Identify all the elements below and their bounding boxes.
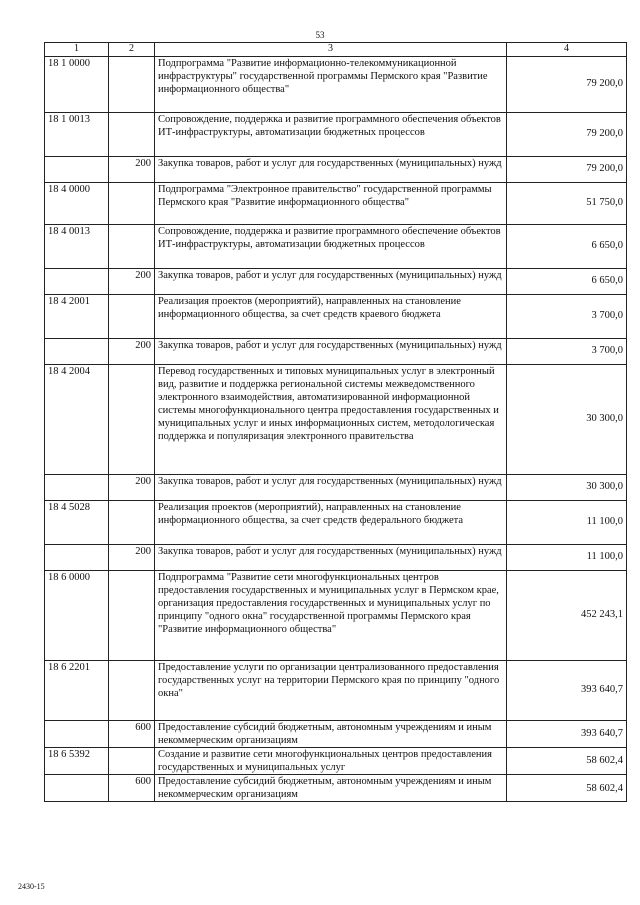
row-amount: 6 650,0 [507, 224, 627, 268]
row-code: 18 1 0000 [45, 56, 109, 112]
row-amount: 393 640,7 [507, 720, 627, 747]
row-name: Подпрограмма "Развитие сети многофункциональных центров предоставления государственных и муниципальных услуг в Пермском крае, организация предоставления государственных и муниципальных услуг по принципу "одного окна" государственной программы Пермского края "Развитие информационного общества" [155, 570, 507, 660]
row-code [45, 268, 109, 294]
row-name: Сопровождение, поддержка и развитие программного обеспечение объектов ИТ-инфраструктуры, автоматизации бюджетных процессов [155, 224, 507, 268]
row-amount: 6 650,0 [507, 268, 627, 294]
row-name: Перевод государственных и типовых муниципальных услуг в электронный вид, развитие и поддержка региональной системы межведомственного электронного взаимодействия, автоматизированной информационной системы многофункционального центра предоставления государственных и муниципальных услуг и иных информационных систем, методологическая поддержка и популяризация электронного правительства [155, 364, 507, 474]
row-amount: 58 602,4 [507, 747, 627, 774]
row-name: Реализация проектов (мероприятий), направленных на становление информационного общества, за счет средств краевого бюджета [155, 294, 507, 338]
table-row [45, 112, 627, 156]
row-code: 18 6 0000 [45, 570, 109, 660]
header-col-2: 2 [109, 43, 155, 57]
header-col-3: 3 [155, 43, 507, 57]
row-expense-type: 200 [109, 474, 155, 500]
row-name: Закупка товаров, работ и услуг для государственных (муниципальных) нужд [155, 338, 507, 364]
row-expense-type [109, 500, 155, 544]
budget-table [44, 42, 627, 802]
row-code: 18 6 2201 [45, 660, 109, 720]
row-name: Закупка товаров, работ и услуг для государственных (муниципальных) нужд [155, 474, 507, 500]
table-row [45, 544, 627, 570]
row-expense-type [109, 182, 155, 224]
row-amount: 3 700,0 [507, 294, 627, 338]
row-amount: 30 300,0 [507, 474, 627, 500]
row-expense-type [109, 660, 155, 720]
row-amount: 30 300,0 [507, 364, 627, 474]
row-name: Закупка товаров, работ и услуг для государственных (муниципальных) нужд [155, 544, 507, 570]
row-code: 18 6 5392 [45, 747, 109, 774]
table-row [45, 338, 627, 364]
row-amount: 79 200,0 [507, 56, 627, 112]
row-expense-type [109, 224, 155, 268]
page-number: 53 [315, 30, 325, 40]
table-row [45, 775, 627, 802]
row-expense-type [109, 570, 155, 660]
row-expense-type: 200 [109, 338, 155, 364]
table-row [45, 268, 627, 294]
row-name: Подпрограмма "Электронное правительство" государственной программы Пермского края "Развитие информационного общества" [155, 182, 507, 224]
header-col-1: 1 [45, 43, 109, 57]
row-amount: 79 200,0 [507, 156, 627, 182]
header-col-4: 4 [507, 43, 627, 57]
table-row [45, 224, 627, 268]
row-expense-type: 600 [109, 775, 155, 802]
row-name: Закупка товаров, работ и услуг для государственных (муниципальных) нужд [155, 156, 507, 182]
row-code [45, 156, 109, 182]
footer-doc-code: 2430-15 [18, 882, 45, 891]
row-code: 18 4 2001 [45, 294, 109, 338]
row-name: Создание и развитие сети многофункциональных центров предоставления государственных и муниципальных услуг [155, 747, 507, 774]
row-name: Сопровождение, поддержка и развитие программного обеспечения объектов ИТ-инфраструктуры, автоматизации бюджетных процессов [155, 112, 507, 156]
row-expense-type [109, 747, 155, 774]
row-amount: 452 243,1 [507, 570, 627, 660]
row-amount: 393 640,7 [507, 660, 627, 720]
row-expense-type: 600 [109, 720, 155, 747]
table-row [45, 156, 627, 182]
table-row [45, 660, 627, 720]
row-code: 18 4 2004 [45, 364, 109, 474]
row-name: Реализация проектов (мероприятий), направленных на становление информационного общества, за счет средств федерального бюджета [155, 500, 507, 544]
row-code: 18 4 0013 [45, 224, 109, 268]
table-row [45, 570, 627, 660]
row-name: Подпрограмма "Развитие информационно-телекоммуникационной инфраструктуры" государственной программы Пермского края "Развитие информационного общества" [155, 56, 507, 112]
table-row [45, 364, 627, 474]
row-expense-type [109, 294, 155, 338]
row-expense-type [109, 56, 155, 112]
row-expense-type: 200 [109, 156, 155, 182]
row-amount: 3 700,0 [507, 338, 627, 364]
row-code: 18 1 0013 [45, 112, 109, 156]
row-amount: 11 100,0 [507, 500, 627, 544]
table-row [45, 182, 627, 224]
row-code [45, 720, 109, 747]
row-expense-type: 200 [109, 544, 155, 570]
row-expense-type [109, 112, 155, 156]
table-row [45, 474, 627, 500]
row-code [45, 775, 109, 802]
row-code [45, 338, 109, 364]
row-expense-type [109, 364, 155, 474]
row-amount: 58 602,4 [507, 775, 627, 802]
table-row [45, 720, 627, 747]
row-name: Предоставление услуги по организации централизованного предоставления государственных услуг на территории Пермского края по принципу "одного окна" [155, 660, 507, 720]
header-row [45, 43, 627, 57]
table-row [45, 500, 627, 544]
row-code: 18 4 0000 [45, 182, 109, 224]
row-name: Закупка товаров, работ и услуг для государственных (муниципальных) нужд [155, 268, 507, 294]
table-row [45, 56, 627, 112]
row-name: Предоставление субсидий бюджетным, автономным учреждениям и иным некоммерческим организациям [155, 720, 507, 747]
row-code [45, 544, 109, 570]
row-code [45, 474, 109, 500]
row-amount: 51 750,0 [507, 182, 627, 224]
row-name: Предоставление субсидий бюджетным, автономным учреждениям и иным некоммерческим организациям [155, 775, 507, 802]
row-code: 18 4 5028 [45, 500, 109, 544]
row-expense-type: 200 [109, 268, 155, 294]
table-row [45, 294, 627, 338]
row-amount: 11 100,0 [507, 544, 627, 570]
table-row [45, 747, 627, 774]
row-amount: 79 200,0 [507, 112, 627, 156]
